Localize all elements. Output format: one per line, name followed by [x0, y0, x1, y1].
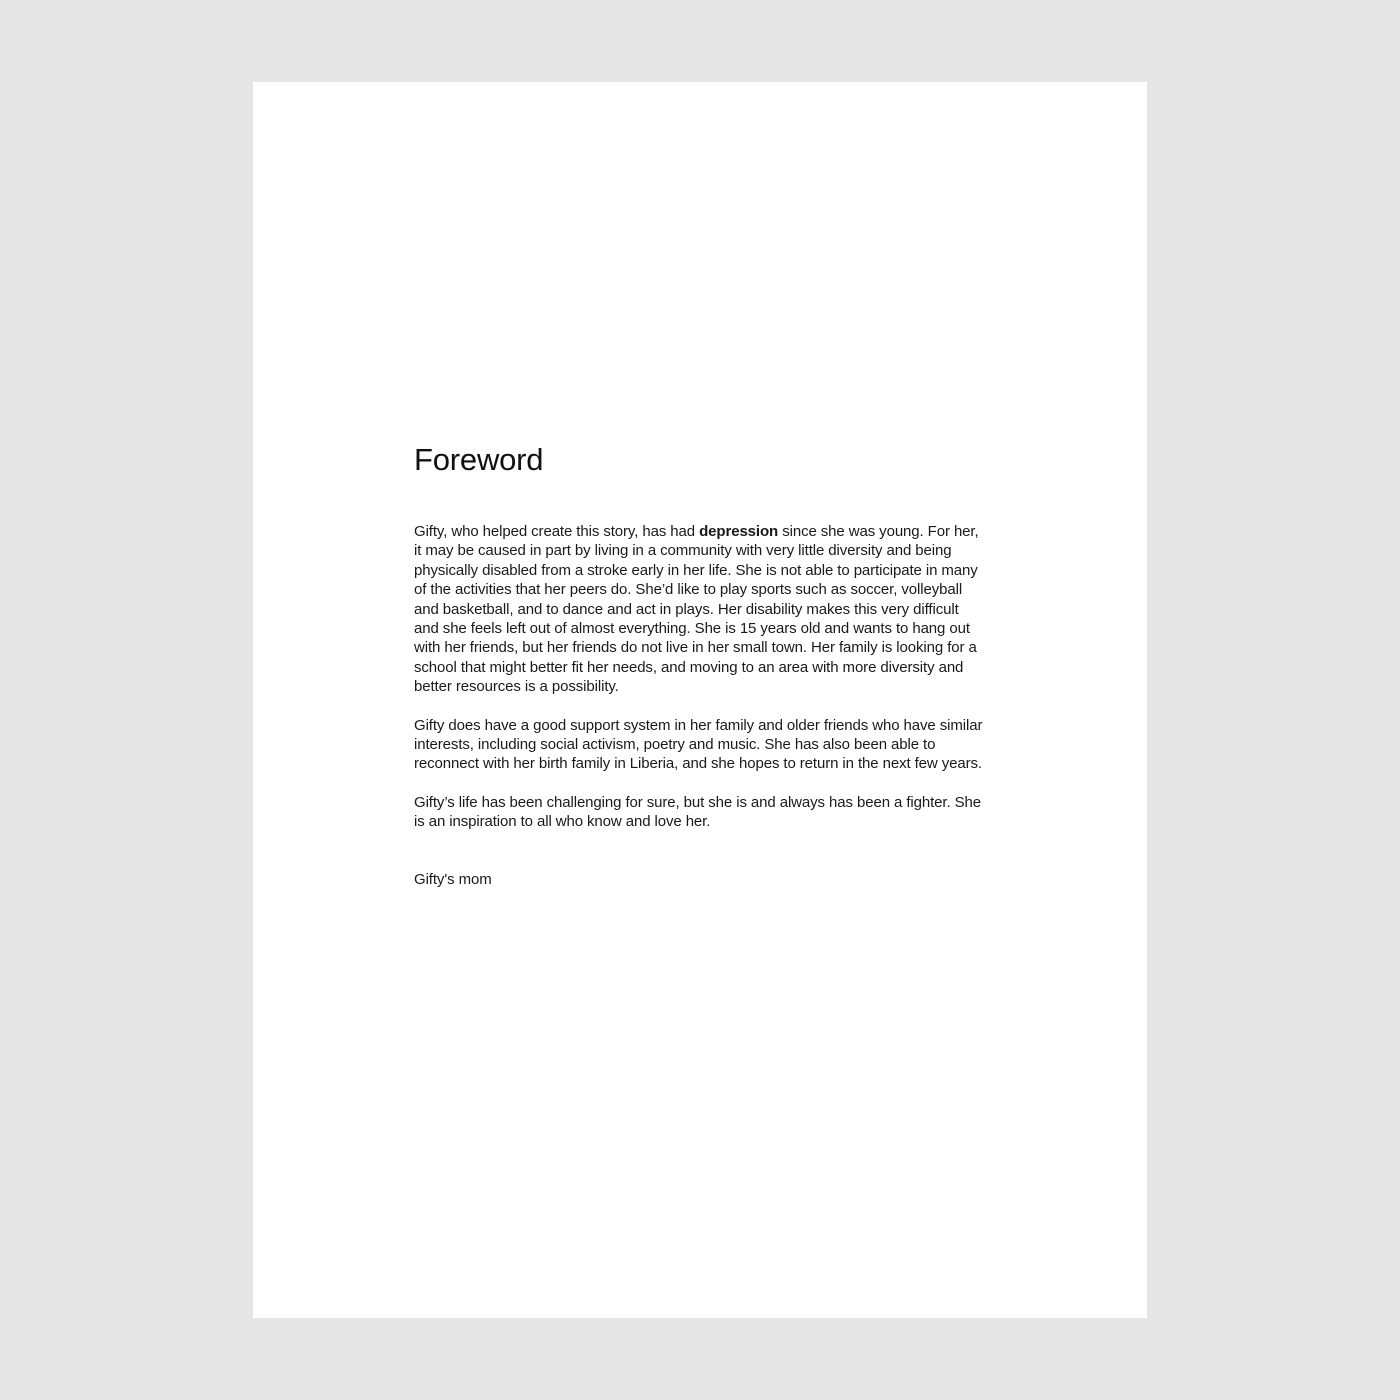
document-page: [253, 82, 1147, 1318]
page-title: Foreword: [414, 442, 544, 477]
paragraph-3: Gifty’s life has been challenging for sure, but she is and always has been a fighter. She is an inspiration to all who know and love her.: [414, 793, 982, 831]
signature: Gifty's mom: [414, 870, 492, 888]
paragraph-1-rest: since she was young. For her, it may be caused in part by living in a community with very little diversity and being physically disabled from a stroke early in her life. She is not able to participate in many of the activities that her peers do. She’d like to play sports such as soccer, volleyball and basketball, and to dance and act in plays. Her disability makes this very difficult and she feels left out of almost everything. She is 15 years old and wants to hang out with her friends, but her friends do not live in her small town. Her family is looking for a school that might better fit her needs, and moving to an area with more diversity and better resources is a possibility.: [414, 523, 979, 696]
paragraph-1: [414, 522, 986, 697]
paragraph-1-intro: Gifty, who helped create this story, has had: [414, 523, 700, 540]
highlighted-term: depression: [699, 523, 779, 540]
paragraph-2: Gifty does have a good support system in her family and older friends who have similar interests, including social activism, poetry and music. She has also been able to reconnect with her birth family in Liberia, and she hopes to return in the next few years.: [414, 716, 983, 773]
foreword-section: [414, 442, 986, 889]
